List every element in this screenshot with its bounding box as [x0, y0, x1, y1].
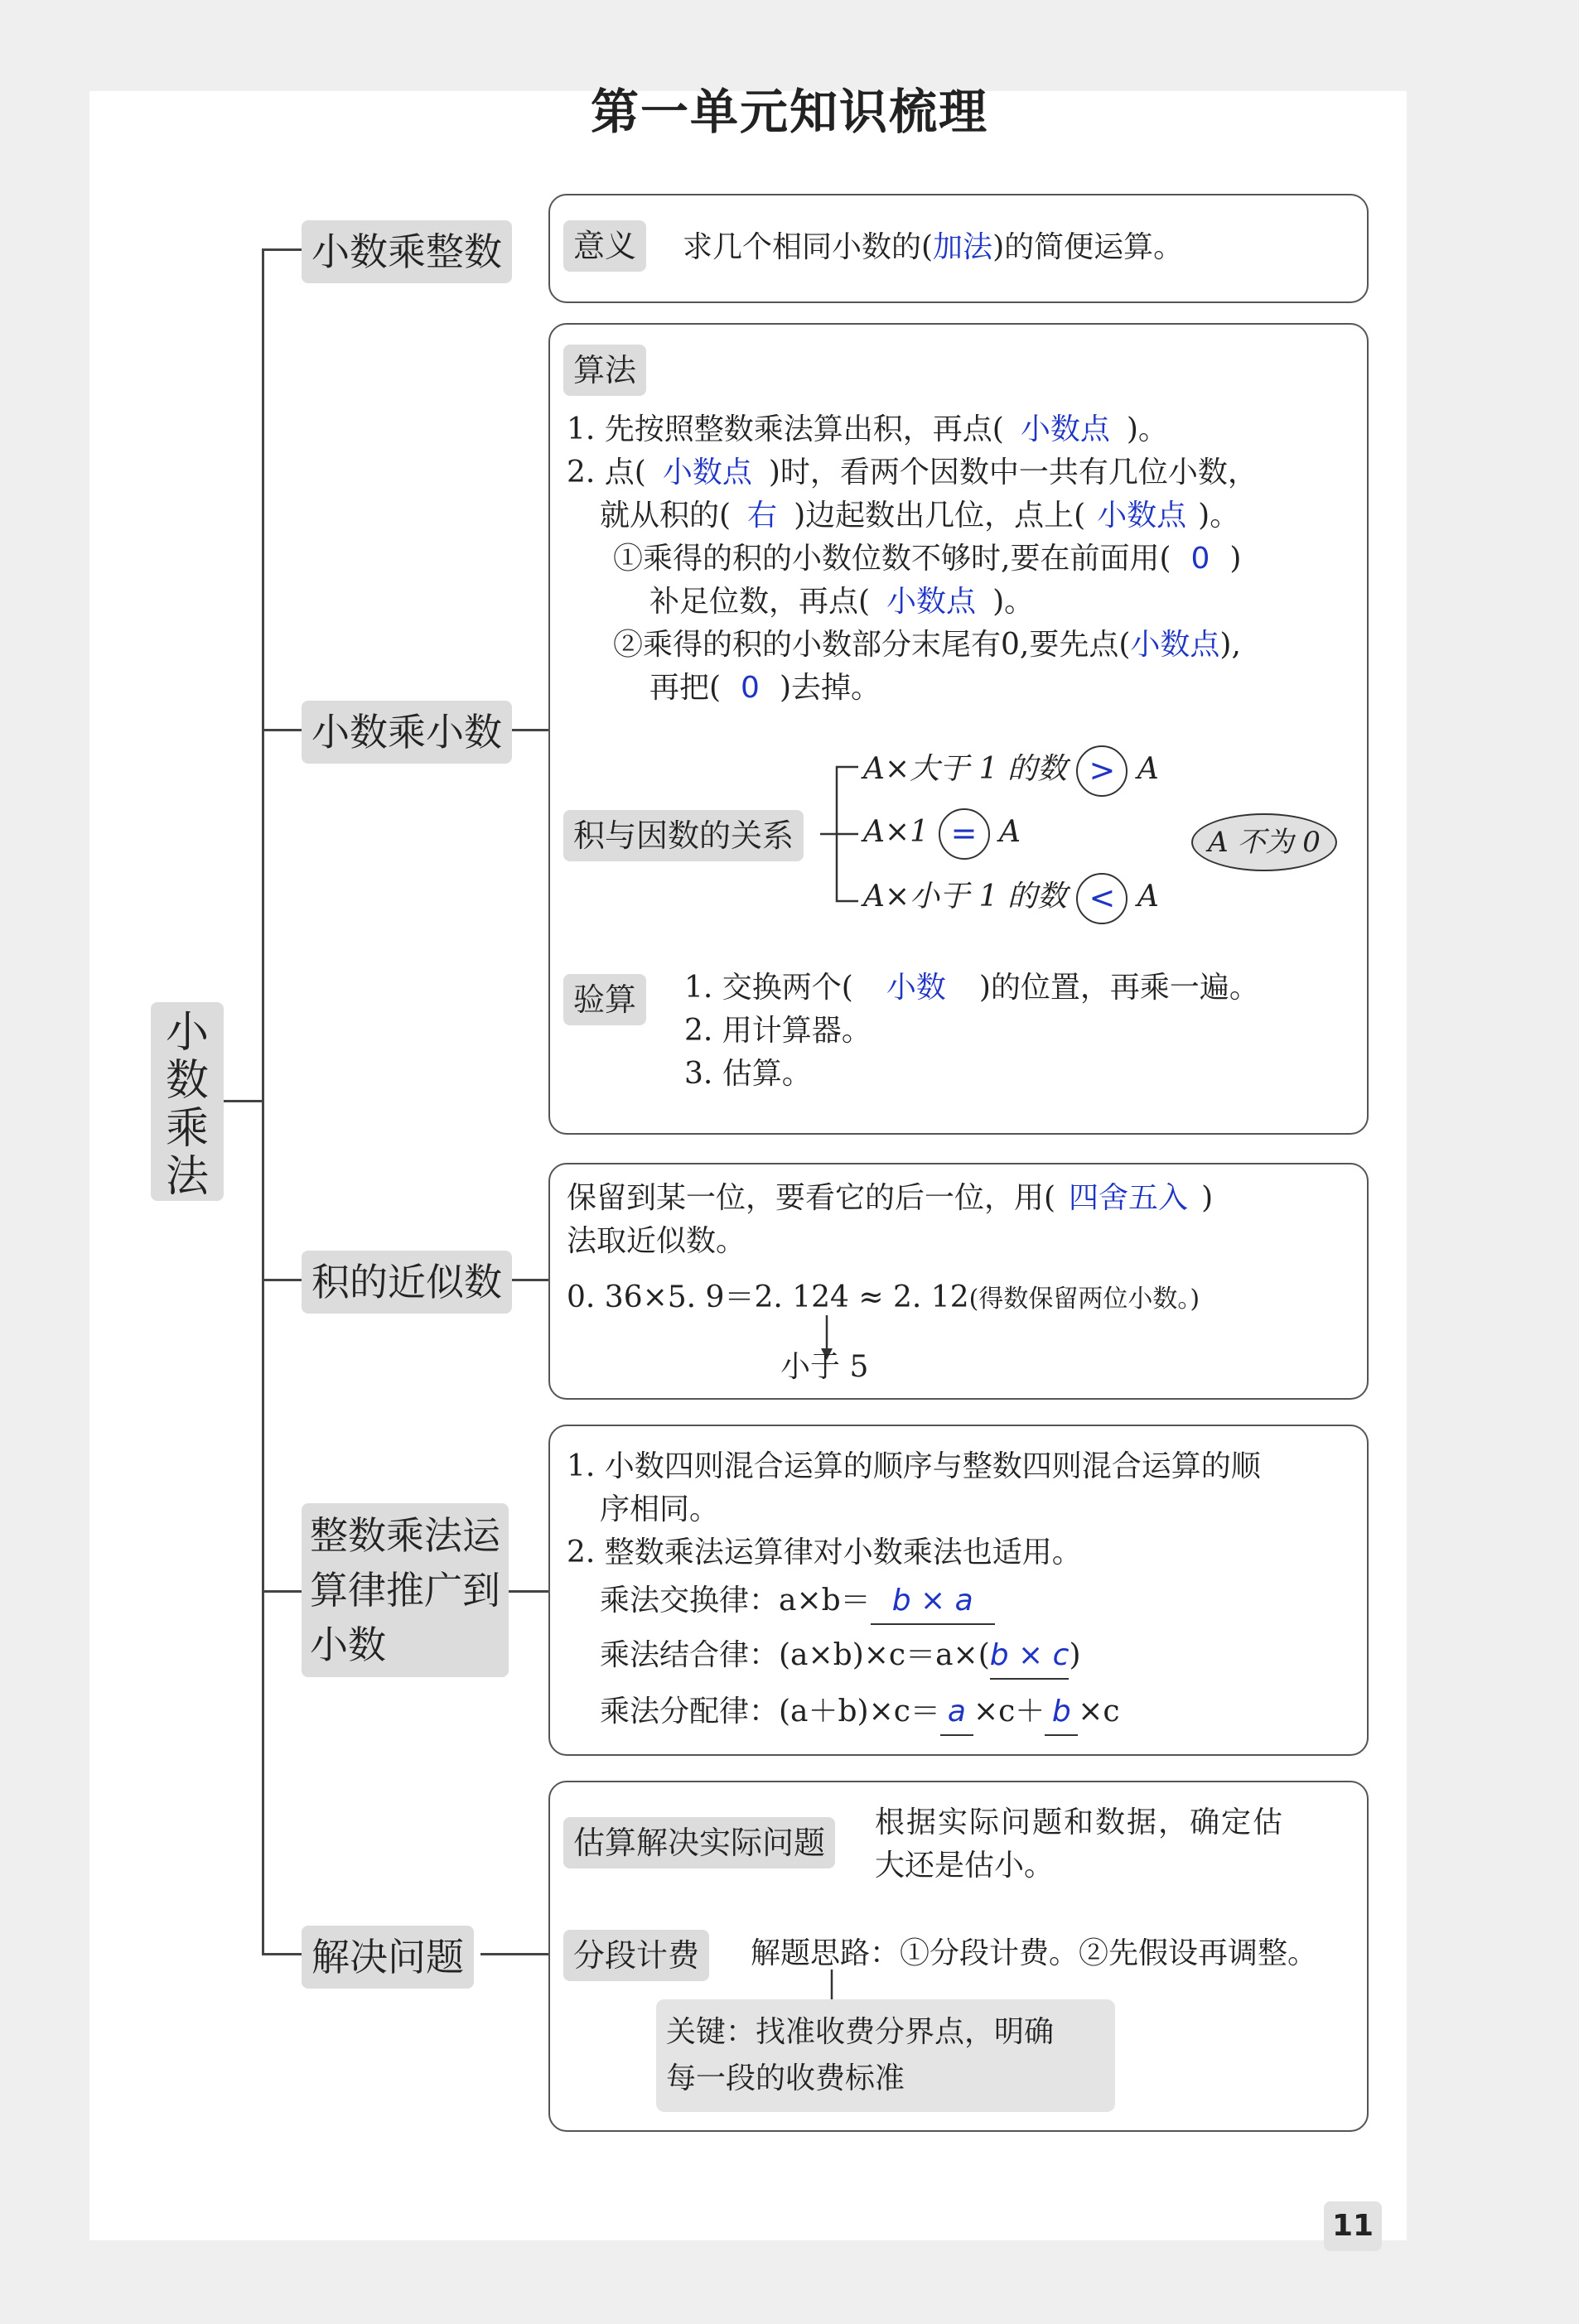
associative-post: ) — [1069, 1638, 1081, 1672]
algo-l7-answer: 0 — [741, 671, 760, 705]
branch-label-4-line1: 整数乘法运 — [310, 1513, 500, 1558]
relation-1-post: A — [1137, 752, 1159, 786]
page-number: 11 — [1324, 2201, 1382, 2251]
algo-line-3 — [600, 494, 1239, 538]
relation-2-pre: A×1 — [863, 815, 930, 849]
algo-l1-pre: 1. 先按照整数乘法算出积，再点( — [567, 412, 1004, 446]
algo-l7-post: )去掉。 — [779, 671, 881, 705]
root-label: 小数乘法 — [166, 1008, 210, 1202]
laws-line-2: 序相同。 — [600, 1492, 720, 1526]
laws-line-4 — [600, 1579, 995, 1625]
page-title: 第一单元知识梳理 — [590, 84, 988, 140]
check-line-3: 3. 估算。 — [684, 1057, 812, 1091]
branch-line-4 — [262, 1590, 303, 1593]
algo-l6-pre: ②乘得的积的小数部分末尾有0,要先点( — [613, 628, 1131, 662]
algo-l4-answer: 0 — [1190, 542, 1210, 576]
algorithm-tag: 算法 — [563, 345, 646, 396]
relation-1-answer: > — [1076, 745, 1128, 797]
approx-line-4: 小于 5 — [780, 1350, 869, 1384]
meaning-answer: 加法 — [933, 230, 993, 264]
approx-note: (得数保留两位小数。) — [968, 1285, 1200, 1314]
algo-l3-post: )。 — [1198, 499, 1240, 533]
algo-l3-answer: 右 — [747, 499, 778, 533]
branch-label-2: 小数乘小数 — [302, 701, 512, 764]
branch-label-4-line2: 算律推广到 — [310, 1568, 500, 1613]
algo-line-6 — [613, 623, 1241, 668]
algo-l4-pre: ①乘得的积的小数位数不够时,要在前面用( — [613, 542, 1171, 576]
approximation-box — [548, 1163, 1369, 1400]
relation-3-post: A — [1137, 880, 1159, 914]
distributive-pre: 乘法分配律：(a＋b)×c＝ — [600, 1695, 940, 1729]
algo-l5-answer: 小数点 — [886, 585, 977, 619]
algo-l3-answer-2: 小数点 — [1097, 499, 1187, 533]
check-line-2: 2. 用计算器。 — [684, 1014, 872, 1048]
algo-l5-post: )。 — [992, 585, 1035, 619]
algo-line-7 — [649, 666, 881, 711]
meaning-box — [548, 194, 1369, 303]
algo-l6-post: ), — [1219, 628, 1241, 662]
approx-equation: 0. 36×5. 9＝2. 124 ≈ 2. 12 — [567, 1280, 969, 1314]
meaning-text — [683, 225, 1183, 270]
check-l1-answer: 小数 — [886, 971, 946, 1005]
branch-label-3: 积的近似数 — [302, 1251, 512, 1314]
meaning-post: )的简便运算。 — [992, 230, 1184, 264]
key-line-1: 关键：找准收费分界点，明确 — [666, 2015, 1055, 2049]
laws-box — [548, 1425, 1369, 1756]
b4-connector — [507, 1590, 548, 1593]
relation-3-answer: < — [1076, 873, 1128, 924]
approx-l1-answer: 四舍五入 — [1069, 1181, 1189, 1215]
approx-l1-pre: 保留到某一位，要看它的后一位，用( — [567, 1181, 1056, 1215]
relation-note: A 不为 0 — [1191, 813, 1337, 871]
branch-label-1: 小数乘整数 — [302, 220, 512, 283]
associative-answer: b × c — [990, 1633, 1070, 1680]
multiply-decimal-box — [548, 323, 1369, 1135]
relation-3-pre: A×小于 1 的数 — [863, 880, 1067, 914]
relation-row-1 — [863, 742, 1159, 797]
algo-l6-answer: 小数点 — [1130, 628, 1220, 662]
approx-line-3 — [567, 1275, 1200, 1322]
distributive-answer-1: a — [940, 1690, 973, 1736]
estimation-line-2: 大还是估小。 — [875, 1849, 1055, 1883]
distributive-post: ×c — [1078, 1695, 1120, 1729]
algo-l3-mid: )边起数出几位，点上( — [794, 499, 1086, 533]
laws-line-6 — [600, 1690, 1120, 1736]
check-l1-pre: 1. 交换两个( — [684, 971, 853, 1005]
approx-line-1 — [567, 1176, 1213, 1221]
algo-l2-post: )时，看两个因数中一共有几位小数， — [768, 456, 1258, 489]
check-l1-post: )的位置，再乘一遍。 — [978, 971, 1259, 1005]
estimation-line-1: 根据实际问题和数据，确定估 — [875, 1806, 1285, 1839]
relation-bracket — [820, 764, 862, 904]
branch-line-5 — [262, 1953, 303, 1955]
algo-l3-pre: 就从积的( — [600, 499, 732, 533]
branch-line-3 — [262, 1279, 303, 1281]
relation-tag: 积与因数的关系 — [563, 810, 804, 861]
algo-line-1 — [567, 407, 1168, 452]
segment-text: 解题思路：①分段计费。②先假设再调整。 — [751, 1936, 1318, 1970]
algo-l1-post: )。 — [1126, 412, 1168, 446]
algo-l2-answer: 小数点 — [662, 456, 752, 489]
distributive-answer-2: b — [1045, 1690, 1078, 1736]
commutative-answer: b × a — [871, 1579, 995, 1625]
approx-line-2: 法取近似数。 — [567, 1224, 746, 1258]
relation-1-pre: A×大于 1 的数 — [863, 752, 1067, 786]
algo-l2-pre: 2. 点( — [567, 456, 646, 489]
root-connector — [224, 1100, 263, 1102]
algo-l1-answer: 小数点 — [1020, 412, 1110, 446]
algo-line-5 — [649, 580, 1034, 624]
algo-l7-pre: 再把( — [649, 671, 722, 705]
branch-label-5: 解决问题 — [302, 1926, 474, 1989]
b2-connector — [507, 729, 548, 731]
segment-tag: 分段计费 — [563, 1930, 709, 1981]
branch-label-4 — [302, 1503, 509, 1677]
check-tag: 验算 — [563, 974, 646, 1025]
algo-line-2 — [567, 451, 1258, 495]
relation-2-answer: = — [939, 808, 990, 860]
branch-label-4-line3: 小数 — [310, 1622, 386, 1667]
branch-line-2 — [262, 729, 303, 731]
distributive-mid: ×c＋ — [973, 1695, 1045, 1729]
key-line-2: 每一段的收费标准 — [666, 2061, 905, 2095]
approx-l1-post: ) — [1201, 1181, 1214, 1215]
check-line-1 — [684, 966, 1259, 1010]
estimation-tag: 估算解决实际问题 — [563, 1817, 835, 1868]
relation-row-2 — [863, 805, 1021, 860]
b3-connector — [507, 1279, 548, 1281]
root-node — [151, 1002, 224, 1201]
algo-l4-post: ) — [1229, 542, 1242, 576]
associative-pre: 乘法结合律：(a×b)×c＝a×( — [600, 1638, 990, 1672]
algo-l5-pre: 补足位数，再点( — [649, 585, 871, 619]
meaning-pre: 求几个相同小数的( — [683, 230, 934, 264]
branch-line-1 — [262, 248, 303, 251]
laws-line-1: 1. 小数四则混合运算的顺序与整数四则混合运算的顺 — [567, 1449, 1261, 1483]
algo-line-4 — [613, 537, 1241, 581]
commutative-pre: 乘法交换律：a×b＝ — [600, 1584, 871, 1618]
b5-connector — [480, 1953, 548, 1955]
meaning-tag: 意义 — [563, 220, 646, 272]
laws-line-3: 2. 整数乘法运算律对小数乘法也适用。 — [567, 1536, 1082, 1569]
key-point-box — [656, 1999, 1115, 2112]
laws-line-5 — [600, 1633, 1081, 1680]
relation-2-post: A — [998, 815, 1021, 849]
relation-row-3 — [863, 870, 1159, 924]
